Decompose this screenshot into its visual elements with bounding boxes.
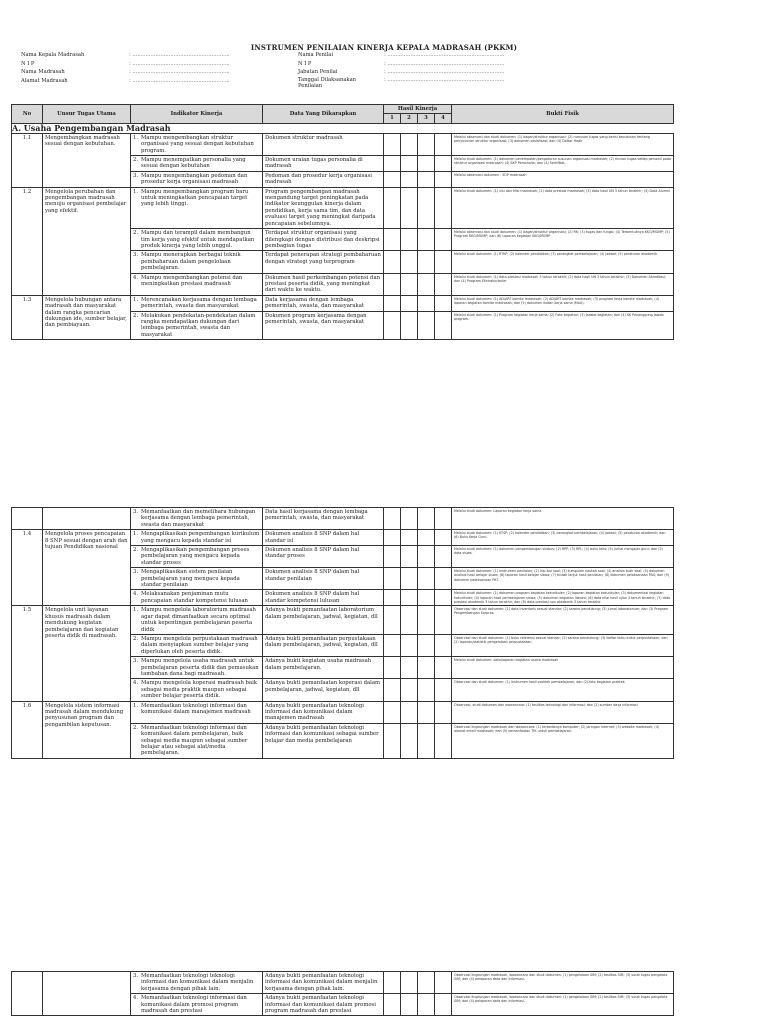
- evidence-cell: Observasi dan studi dokumen: (1) data inventaris sesuai standar; (2) sarana pendukung; (3) jurnal laboratorium; dan (3) Program Pengembangan Sarpras.: [452, 606, 674, 635]
- table-row: [12, 133, 674, 155]
- evidence-cell: Melalui studi dokumen: (1) dokumen pengembangan silabus; (2) RPP; (3) RPL; (4) buku teks; (5) jurnal mengajar guru; dan (2) data siswa.: [452, 546, 674, 568]
- indicator: [133, 636, 260, 655]
- indicator-text: Merencanakan kerjasama dengan lembaga pemerintah, swasta dan masyarakat: [141, 296, 257, 310]
- indicator-number: 3.: [133, 569, 139, 576]
- score-cell-1[interactable]: [384, 657, 401, 679]
- row-number: [12, 508, 43, 530]
- expected-data-cell: Adanya bukti pemanfaatan koperasi dalam pembelajaran, jadwal, kegiatan, dll: [263, 679, 384, 701]
- info-row: Nama Madrasah : ...........................................................: [21, 69, 230, 75]
- score-cell-3[interactable]: [418, 229, 435, 251]
- indicator-number: 1.: [133, 296, 139, 303]
- score-cell-4[interactable]: [435, 295, 452, 311]
- expected-data-cell: Dokumen program kerjasama dengan pemerintah, swasta, dan masyarakat: [263, 311, 384, 340]
- score-cell-2[interactable]: [401, 972, 418, 994]
- expected-data-cell: Terdapat penerapan strategi pembaharuan dengan strategi yang terprogram: [263, 251, 384, 273]
- indicator-cell: [131, 606, 263, 635]
- indicator-text: Mampu mengembangkan struktur organisasi yang sesuai dengan kebutuhan program.: [141, 134, 254, 154]
- info-row: Nama Penilai : .......................................................................: [298, 52, 505, 58]
- section-heading: A. Usaha Pengembangan Madrasah: [12, 123, 674, 133]
- page-3: [0, 935, 768, 1024]
- score-cell-4[interactable]: [435, 546, 452, 568]
- evidence-cell: Observasi, studi dokumen dan wawancara: (1) fasilitas teknologi dan informasi; dan (2) sumber daya informasi: [452, 701, 674, 723]
- indicator: [133, 995, 260, 1014]
- indicator-number: 2.: [133, 547, 139, 554]
- expected-data-cell: Adanya bukti pemanfaatan teknologi informasi dan komunikasi sebagai sumber belajar dan media pembelajaran: [263, 723, 384, 758]
- score-cell-2[interactable]: [401, 723, 418, 758]
- page-1: [0, 0, 768, 470]
- score-cell-4[interactable]: [435, 530, 452, 546]
- evidence-cell: Melalui studi dokumen: (1) dokumen penempatan/pengaturan susunan organisasi madrasah; (2) rincian tugas setiap personil pada struktur organisasi madrasah; (4) SKP Personalia; dan (4) Sertifikat.: [452, 156, 674, 172]
- score-cell-4[interactable]: [435, 508, 452, 530]
- expected-data-cell: Terdapat struktur organisasi yang dilengkapi dengan distribusi dan deskripsi pembagian tugas: [263, 229, 384, 251]
- unsur-cell: Mengelola proses pencapaian 8 SNP sesuai dengan arah dan tujuan Pendidikan nasional: [43, 530, 131, 606]
- indicator-text: Melakukan pendekatan-pendekatan dalam rangka mendapatkan dukungan dari lembaga pemerintah, swasta dan masyarakat: [141, 312, 256, 338]
- score-cell-3[interactable]: [418, 994, 435, 1016]
- indicator-cell: [131, 273, 263, 295]
- score-cell-4[interactable]: [435, 606, 452, 635]
- evidence-cell: Melalui studi dokumen: (1) RTKP; (2) kalender pendidikan; (3) perangkat pembelajaran; (4) jadwal; (5) peraturan akademik: [452, 251, 674, 273]
- expected-data-cell: Adanya bukti kegiatan usaha madrasah dalam pembelajaran.: [263, 657, 384, 679]
- score-cell-4[interactable]: [435, 229, 452, 251]
- indicator-cell: [131, 311, 263, 340]
- evidence-cell: Melalui observasi dan studi dokumen: (1) bagan/struktur organisasi; (2) rumusan tugas yang berisi keputusan tentang penyusunan struktur organisasi; (3) dokumen sosialisasi; dan (4) Daftar Hadir: [452, 133, 674, 155]
- header-data: Data Yang Dikarapkan: [263, 105, 384, 124]
- score-cell-4[interactable]: [435, 187, 452, 228]
- score-cell-1[interactable]: [384, 679, 401, 701]
- header-unsur: Unsur Tugas Utama: [43, 105, 131, 124]
- indicator-text: Mengaplikasikan pengembangan proses pembelajaran yang mengacu kepada standar proses: [141, 547, 250, 566]
- indicator-number: 2.: [133, 312, 139, 319]
- score-cell-4[interactable]: [435, 568, 452, 590]
- table-row: [12, 606, 674, 635]
- indicator-number: 4.: [133, 591, 139, 598]
- score-cell-3[interactable]: [418, 546, 435, 568]
- score-cell-3[interactable]: [418, 568, 435, 590]
- score-cell-4[interactable]: [435, 590, 452, 606]
- evidence-cell: Observasi dan studi dokumen: (1) instrumen hasil praktek pembelajaran; dan (2) foto kegiatan praktek.: [452, 679, 674, 701]
- evidence-cell: Observasi lingkungan madrasah, wawancara dan studi dokumen: (1) pengelolaan SIM; (2) fasilitas SIM; (3) surat tugas pengelola SIM; dan (4) pelaporan data dan informasi.: [452, 994, 674, 1016]
- score-cell-2[interactable]: [401, 634, 418, 656]
- indicator-cell: [131, 679, 263, 701]
- evidence-cell: Melalui studi dokumen: Laporan kegiatan kerja sama: [452, 508, 674, 530]
- table-row: [12, 187, 674, 228]
- score-cell-3[interactable]: [418, 187, 435, 228]
- indicator-cell: [131, 171, 263, 187]
- score-cell-1[interactable]: [384, 590, 401, 606]
- score-cell-3[interactable]: [418, 606, 435, 635]
- score-cell-4[interactable]: [435, 251, 452, 273]
- header-score-3: 3: [418, 114, 435, 123]
- indicator: [133, 531, 260, 544]
- score-cell-2[interactable]: [401, 590, 418, 606]
- score-cell-4[interactable]: [435, 994, 452, 1016]
- row-number: 1.4: [12, 530, 43, 606]
- indicator-text: Memanfaatkan dan memelihara hubungan kerjasama dengan lembaga pemerintah, swasta dan masyarakat: [141, 509, 256, 528]
- indicator-text: Memanfaatkan teknologi teknologi informasi dan komunikasi dalam menjalin kerjasama dengan pihak lain.: [141, 973, 254, 992]
- score-cell-1[interactable]: [384, 606, 401, 635]
- assessment-table-page-2: [11, 507, 674, 759]
- evidence-cell: Observasi lingkungan madrasah dan wawancara: (1) tersedianya komputer; (2) jaringan internet; (3) website madrasah; (4) alamat email madrasah; dan (5) pemanfaatan TIK untuk pembelajaran.: [452, 723, 674, 758]
- table-row: [12, 295, 674, 311]
- indicator-cell: [131, 530, 263, 546]
- expected-data-cell: Dokumen hasil perkembangan potensi dan prestasi peserta didik, yang meningkat dari waktu ke waktu.: [263, 273, 384, 295]
- score-cell-2[interactable]: [401, 994, 418, 1016]
- indicator-number: 1.: [133, 531, 139, 538]
- info-row: Alamat Madrasah : ...........................................................: [21, 77, 230, 84]
- score-cell-2[interactable]: [401, 156, 418, 172]
- score-cell-2[interactable]: [401, 606, 418, 635]
- indicator-text: Mampu menempatkan personalia yang sesuai dengan kebutuhan: [141, 157, 246, 170]
- score-cell-1[interactable]: [384, 273, 401, 295]
- score-cell-3[interactable]: [418, 171, 435, 187]
- score-cell-1[interactable]: [384, 156, 401, 172]
- info-left: [21, 51, 230, 85]
- unsur-cell: Mengembangkan madrasah sesuai dengan kebutuhan.: [43, 133, 131, 187]
- indicator-cell: [131, 295, 263, 311]
- score-cell-2[interactable]: [401, 273, 418, 295]
- header-indikator: Indikator Kinerja: [131, 105, 263, 124]
- info-row: Jabatan Penilai : .......................................................................: [298, 69, 505, 75]
- indicator-number: 1.: [133, 607, 139, 614]
- indicator-text: Mampu mengembangkan program baru untuk meningkatkan pencapaian target yang lebih tinggi.: [141, 188, 249, 208]
- expected-data-cell: Program pengembangan madrasah mengandung target peningkatan pada indikator keunggulan kinerja dalam pendidikan, kerja sama tim, dan data evaluasi target yang meningkat daripada pencapaian sebelumnya.: [263, 187, 384, 228]
- indicator-text: Mampu mengelola perpustakaan madrasah dalam menyiapkan sumber belajar yang diperlukan oleh peserta didik.: [141, 635, 258, 655]
- header-bukti: Bukti Fisik: [452, 105, 674, 124]
- score-cell-2[interactable]: [401, 171, 418, 187]
- score-cell-3[interactable]: [418, 701, 435, 723]
- score-cell-4[interactable]: [435, 972, 452, 994]
- indicator-text: Melaksanakan penjaminan mutu pencapaian standar kompetensi lulusan: [141, 591, 248, 604]
- score-cell-1[interactable]: [384, 295, 401, 311]
- indicator: [133, 509, 260, 528]
- indicator-text: Mampu dan terampil dalam membangun tim kerja yang efektif untuk mendapatkan produk kinerja yang lebih unggul.: [141, 230, 255, 249]
- score-cell-4[interactable]: [435, 634, 452, 656]
- indicator-number: 4.: [133, 680, 139, 687]
- table-row: [12, 972, 674, 994]
- unsur-cell: Mengelola unit layanan khusus madrasah dalam mendukung kegiatan pembelajaran dan kegiatan peserta didik di madrasah.: [43, 606, 131, 701]
- score-cell-4[interactable]: [435, 311, 452, 340]
- indicator-cell: [131, 634, 263, 656]
- indicator-number: 3.: [133, 252, 139, 259]
- evidence-cell: Melalui studi dokumen: (1) instrumen penilaian; (2) kisi-kisi soal; (3) kumpulan naskah soal; (4) analisis butir soal; (5) dokumen analisis hasil belajar siswa; (6) laporan hasil belajar siswa; (7) tindak lanjut hasil penilaian; (8) dokumen pelaksanaan PAS; dan (9) dokumen pelaksanaan PAT.: [452, 568, 674, 590]
- indicator-number: 2.: [133, 635, 139, 642]
- indicator: [133, 658, 260, 677]
- row-number: 1.3: [12, 295, 43, 339]
- info-row: N I P : ...........................................................: [21, 60, 230, 67]
- score-cell-3[interactable]: [418, 311, 435, 340]
- score-cell-3[interactable]: [418, 590, 435, 606]
- score-cell-3[interactable]: [418, 273, 435, 295]
- evidence-cell: Melalui studi dokumen: (1) visi dan Misi madrasah; (2) data prestasi madrasah; (3) data hasil UN 3 tahun terakhir; (4) Data Alumni: [452, 187, 674, 228]
- indicator-text: Memanfaatkan teknologi informasi dan komunikasi dalam promosi program madrasah dan prestasi: [141, 995, 247, 1015]
- unsur-cell: [43, 508, 131, 530]
- score-cell-1[interactable]: [384, 568, 401, 590]
- expected-data-cell: Adanya bukti pemanfaatan laboratorium dalam pembelajaran, jadwal, kegiatan, dll: [263, 606, 384, 635]
- evidence-cell: Melalui studi dokumen: (1) Program kegiatan kerja sama; (2) Foto kegiatan; (3) Jadwal kegiatan; dan (4) SK Penanggung Jawab program.: [452, 311, 674, 340]
- indicator: [133, 189, 260, 208]
- evidence-cell: Observasi dan studi dokumen: (1) buku referensi sesuai standar; (2) sarana pendukung; (3) daftar buku induk perpustakaan; dan (2) laporan/statistik pengelolaan perpustakaan.: [452, 634, 674, 656]
- score-cell-3[interactable]: [418, 723, 435, 758]
- table-row: [12, 530, 674, 546]
- expected-data-cell: Adanya bukti pemanfaatan teknologi informasi dan komunikasi dalam menjalin kerjasama dengan pihak lain.: [263, 972, 384, 994]
- score-cell-1[interactable]: [384, 972, 401, 994]
- evidence-cell: Melalui studi dokumen: (1) AD/ART komite madrasah; (2) AD/ART komite madrasah; (3) program kerja komite madrasah; (4) laporan kegiatan komite madrasah; dan (5) dokumen ikatan kerja sama (MoU).: [452, 295, 674, 311]
- info-right: [298, 51, 504, 89]
- score-cell-1[interactable]: [384, 187, 401, 228]
- indicator-cell: [131, 229, 263, 251]
- indicator-number: 3.: [133, 973, 139, 979]
- score-cell-1[interactable]: [384, 229, 401, 251]
- evidence-cell: Melalui studi dokumen: (1) data prestasi madrasah 3 tahun terakhir; (2) data hasil UN 3 tahun terakhir; (3) Dokumen Akreditasi; dan (4) Program Ekstrakurikuler: [452, 273, 674, 295]
- indicator-cell: [131, 701, 263, 723]
- score-cell-4[interactable]: [435, 171, 452, 187]
- indicator-cell: [131, 508, 263, 530]
- expected-data-cell: Dokumen analisis 8 SNP dalam hal standar penilaian: [263, 568, 384, 590]
- score-cell-4[interactable]: [435, 657, 452, 679]
- indicator-number: 1.: [133, 134, 139, 141]
- score-cell-2[interactable]: [401, 295, 418, 311]
- expected-data-cell: Dokumen uraian tugas personalia di madrasah: [263, 156, 384, 172]
- expected-data-cell: Dokumen analisis 8 SNP dalam hal standar isi: [263, 530, 384, 546]
- table-row: [12, 701, 674, 723]
- score-cell-1[interactable]: [384, 251, 401, 273]
- evidence-cell: Melalui studi dokumen: data/laporan kegiatan usaha madrasah: [452, 657, 674, 679]
- indicator-number: 2.: [133, 724, 139, 731]
- indicator-cell: [131, 994, 263, 1016]
- assessment-table-page-3: [11, 971, 674, 1016]
- indicator-number: 1.: [133, 188, 139, 195]
- row-number: 1.5: [12, 606, 43, 701]
- indicator-text: Mampu mengembangkan potensi dan meningkatkan prestasi madrasah: [141, 274, 243, 287]
- indicator-cell: [131, 972, 263, 994]
- score-cell-1[interactable]: [384, 994, 401, 1016]
- score-cell-2[interactable]: [401, 508, 418, 530]
- indicator-text: Mampu mengelola koperasi madrasah baik sebagai media praktik maupun sebagai sumber belajar peserta didik.: [141, 680, 257, 700]
- score-cell-3[interactable]: [418, 156, 435, 172]
- indicator-text: Memanfaatkan teknologi informasi dan komunikasi dalam manajemen madrasah: [141, 702, 251, 715]
- document-title: INSTRUMEN PENILAIAN KINERJA KEPALA MADRASAH (PKKM): [250, 43, 518, 52]
- indicator: [133, 569, 260, 588]
- indicator-cell: [131, 590, 263, 606]
- indicator: [133, 135, 260, 154]
- indicator: [133, 547, 260, 566]
- score-cell-4[interactable]: [435, 679, 452, 701]
- score-cell-1[interactable]: [384, 701, 401, 723]
- score-cell-4[interactable]: [435, 701, 452, 723]
- indicator-number: 2.: [133, 157, 139, 164]
- score-cell-2[interactable]: [401, 657, 418, 679]
- score-cell-4[interactable]: [435, 156, 452, 172]
- score-cell-3[interactable]: [418, 634, 435, 656]
- indicator: [133, 230, 260, 249]
- indicator-number: 3.: [133, 658, 139, 665]
- score-cell-2[interactable]: [401, 568, 418, 590]
- expected-data-cell: Dokumen analisis 8 SNP dalam hal standar kompetensi lulusan: [263, 590, 384, 606]
- expected-data-cell: Data hasil kerjasama dengan lembaga pemerintah, swasta, dan masyarakat: [263, 508, 384, 530]
- page-2: [0, 470, 768, 935]
- score-cell-2[interactable]: [401, 311, 418, 340]
- indicator-number: 2.: [133, 230, 139, 237]
- row-number: [12, 972, 43, 1016]
- assessment-table-page-1: [11, 104, 674, 340]
- info-row: Nama Kepala Madrasah : ...........................................................: [21, 52, 230, 58]
- indicator: [133, 591, 260, 604]
- expected-data-cell: Dokumen analisis 8 SNP dalam hal standar proses: [263, 546, 384, 568]
- score-cell-3[interactable]: [418, 679, 435, 701]
- score-cell-2[interactable]: [401, 546, 418, 568]
- header-score-4: 4: [435, 114, 452, 123]
- score-cell-3[interactable]: [418, 133, 435, 155]
- indicator-cell: [131, 657, 263, 679]
- indicator-text: Memanfaatkan teknologi informasi dan komunikasi dalam pembelajaran, baik sebagai media maupun sebagai sumber belajar atau sebagai alat/media pembelajaran.: [141, 724, 248, 757]
- score-cell-3[interactable]: [418, 657, 435, 679]
- indicator: [133, 313, 260, 339]
- score-cell-3[interactable]: [418, 530, 435, 546]
- header-score-1: 1: [384, 114, 401, 123]
- indicator-number: 4.: [133, 274, 139, 281]
- indicator-number: 1.: [133, 702, 139, 709]
- indicator-text: Mampu mengembangkan pedoman dan prosedur kerja organisasi madrasah: [141, 172, 248, 186]
- indicator-text: Mampu mengelola laboratorium madrasah agar dapat dimanfaatkan secara optimal untuk kepentingan pembelajaran peserta didik: [141, 607, 256, 633]
- score-cell-2[interactable]: [401, 187, 418, 228]
- score-cell-1[interactable]: [384, 171, 401, 187]
- score-cell-2[interactable]: [401, 229, 418, 251]
- score-cell-2[interactable]: [401, 133, 418, 155]
- indicator-number: 4.: [133, 995, 139, 1002]
- score-cell-1[interactable]: [384, 508, 401, 530]
- indicator: [133, 157, 260, 170]
- expected-data-cell: Adanya bukti pemanfaatan teknologi informasi dan komunikasi dalam manajemen madrasah: [263, 701, 384, 723]
- score-cell-1[interactable]: [384, 723, 401, 758]
- score-cell-3[interactable]: [418, 295, 435, 311]
- indicator: [133, 725, 260, 757]
- indicator-text: Mampu menerapkan berbagai teknik pembaharuan dalam pengelolaan pembelajaran.: [141, 252, 241, 272]
- table-row: [12, 508, 674, 530]
- score-cell-3[interactable]: [418, 972, 435, 994]
- indicator-cell: [131, 187, 263, 228]
- indicator: [133, 680, 260, 699]
- unsur-cell: [43, 972, 131, 1016]
- expected-data-cell: Adanya bukti pemanfaatan perpustakaan dalam pembelajaran, jadwal, kegiatan, dll: [263, 634, 384, 656]
- evidence-cell: Melalui observasi dokumen : SOP madrasah: [452, 171, 674, 187]
- info-row: N I P : .......................................................................: [298, 60, 505, 67]
- row-number: 1.6: [12, 701, 43, 758]
- evidence-cell: Melalui studi dokumen: (1) dokumen program kegiatan kokurikuler; (2) laporan kegiatan kokurikuler; (3) dokumentasi kegiatan kokurikuler; (4) laporan hasil pembelajaran siswa; (5) dokumen kegiatan literasi; (6) data nilai hasil ujian 3 tahun terakhir; (7) data prestasi akademik 3 tahun terakhir; dan (8) data prestasi non akademik 3 tahun terakhir.: [452, 590, 674, 606]
- indicator: [133, 275, 260, 288]
- score-cell-2[interactable]: [401, 679, 418, 701]
- score-cell-4[interactable]: [435, 723, 452, 758]
- indicator-cell: [131, 568, 263, 590]
- indicator-number: 3.: [133, 509, 139, 515]
- score-cell-2[interactable]: [401, 701, 418, 723]
- info-row: Tanggal Dilaksanakan Penilaian: .......................................................................: [298, 76, 505, 89]
- indicator: [133, 973, 260, 992]
- row-number: 1.2: [12, 187, 43, 295]
- indicator: [133, 252, 260, 271]
- score-cell-1[interactable]: [384, 311, 401, 340]
- score-cell-1[interactable]: [384, 133, 401, 155]
- indicator: [133, 173, 260, 186]
- evidence-cell: Observasi lingkungan madrasah, wawancara dan studi dokumen: (1) pengelolaan SIM; (2) fasilitas SIM; (3) surat tugas pengelola SIM; dan (4) pelaporan data dan informasi.: [452, 972, 674, 994]
- indicator-cell: [131, 723, 263, 758]
- indicator-text: Mengaplikasikan sistem penilaian pembelajaran yang mengacu kepada standar penilaian: [141, 569, 240, 589]
- header-no: No: [12, 105, 43, 124]
- indicator-cell: [131, 156, 263, 172]
- unsur-cell: Mengelola perubahan dan pengembangan madrasah menuju organisasi pembelajar yang efektif.: [43, 187, 131, 295]
- indicator-cell: [131, 251, 263, 273]
- unsur-cell: Mengelola sistem informasi madrasah dalam mendukung penyusunan program dan pengambilan keputusan.: [43, 701, 131, 758]
- evidence-cell: Melalui studi dokumen: (1) KTSP; (2) kalender pendidikan; (3) perangkat pembelajaran; (4) jadwal; (5) peraturan akademik; dan (6) Buku Kerja Guru.: [452, 530, 674, 546]
- expected-data-cell: Dokumen struktur madrasah: [263, 133, 384, 155]
- indicator: [133, 703, 260, 716]
- score-cell-4[interactable]: [435, 273, 452, 295]
- score-cell-2[interactable]: [401, 530, 418, 546]
- evidence-cell: Melalui observasi dan studi dokumen: (1) bagan/struktur organisasi; (2) RK; (3) tugas dan fungsi; (4) Terbentuknya KKG/MGMP; (5) Program KKG/MGMP; dan (6) Laporan kegiatan KKG/MGMP: [452, 229, 674, 251]
- score-cell-3[interactable]: [418, 508, 435, 530]
- indicator-cell: [131, 546, 263, 568]
- expected-data-cell: Data kerjasama dengan lembaga pemerintah, swasta, dan masyarakat: [263, 295, 384, 311]
- indicator-cell: [131, 133, 263, 155]
- expected-data-cell: Adanya bukti pemanfaatan teknologi informasi dan komunikasi dalam promosi program madrasah dan prestasi: [263, 994, 384, 1016]
- score-cell-3[interactable]: [418, 251, 435, 273]
- indicator: [133, 297, 260, 310]
- score-cell-1[interactable]: [384, 634, 401, 656]
- indicator: [133, 607, 260, 633]
- score-cell-4[interactable]: [435, 133, 452, 155]
- score-cell-2[interactable]: [401, 251, 418, 273]
- indicator-text: Mengaplikasikan pengembangan kurikulum yang mengacu kepada standar isi: [141, 531, 260, 544]
- row-number: 1.1: [12, 133, 43, 187]
- indicator-number: 3.: [133, 172, 139, 179]
- header-hasil: Hasil Kinerja: [384, 105, 452, 114]
- unsur-cell: Mengelola hubungan antara madrasah dan masyarakat dalam rangka pencarian dukungan ide, sumber belajar, dan pembiayaan.: [43, 295, 131, 339]
- expected-data-cell: Pedoman dan prosedur kerja organisasi madrasah: [263, 171, 384, 187]
- header-score-2: 2: [401, 114, 418, 123]
- score-cell-1[interactable]: [384, 546, 401, 568]
- indicator-text: Mampu mengelola usaha madrasah untuk pembelajaran peserta didik dan pemasukan tambahan dana bagi madrasah.: [141, 658, 259, 677]
- score-cell-1[interactable]: [384, 530, 401, 546]
